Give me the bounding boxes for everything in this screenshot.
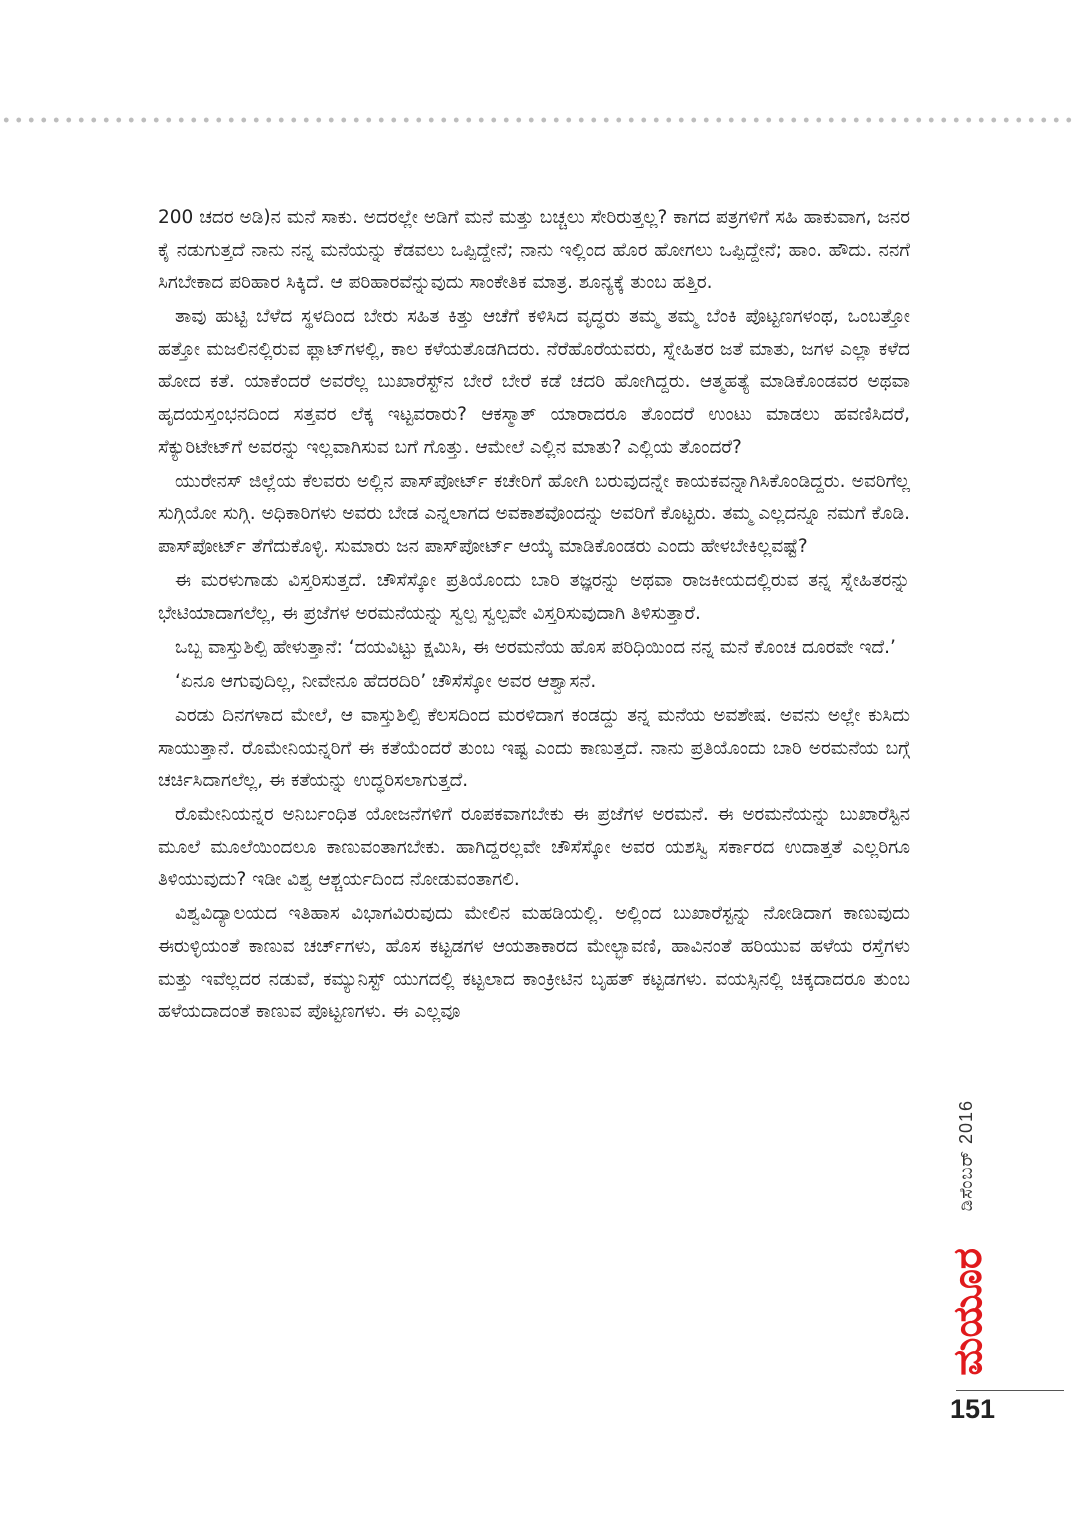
paragraph-5: ಒಬ್ಬ ವಾಸ್ತುಶಿಲ್ಪಿ ಹೇಳುತ್ತಾನೆ: ‘ದಯವಿಟ್ಟು ಕ್ಷಮಿಸಿ, ಈ ಅರಮನೆಯ ಹೊಸ ಪರಿಧಿಯಿಂದ ನನ್ನ ಮನೆ ಕೊಂಚ ದೂರವೇ ಇದೆ.’ [175, 636, 896, 658]
article-body [158, 202, 910, 1030]
paragraph-9: ವಿಶ್ವವಿದ್ಯಾಲಯದ ಇತಿಹಾಸ ವಿಭಾಗವಿರುವುದು ಮೇಲಿನ ಮಹಡಿಯಲ್ಲಿ. ಅಲ್ಲಿಂದ ಬುಖಾರೆಸ್ಟನ್ನು ನೋಡಿದಾಗ ಕಾಣುವುದು ಈರುಳ್ಳಿಯಂತೆ ಕಾಣುವ ಚರ್ಚ್‌ಗಳು, ಹೊಸ ಕಟ್ಟಡಗಳ ಆಯತಾಕಾರದ ಮೇಲ್ಭಾವಣಿ, ಹಾವಿನಂತೆ ಹರಿಯುವ ಹಳೆಯ ರಸ್ತೆಗಳು ಮತ್ತು ಇವೆಲ್ಲದರ ನಡುವೆ, ಕಮ್ಯುನಿಸ್ಟ್ ಯುಗದಲ್ಲಿ ಕಟ್ಟಲಾದ ಕಾಂಕ್ರೀಟಿನ ಬೃಹತ್ ಕಟ್ಟಡಗಳು. ವಯಸ್ಸಿನಲ್ಲಿ ಚಿಕ್ಕದಾದರೂ ತುಂಬ ಹಳೆಯದಾದಂತೆ ಕಾಣುವ ಪೊಟ್ಟಣಗಳು. ಈ ಎಲ್ಲವೂ [158, 903, 910, 1023]
paragraph-3: ಯುರೇನಸ್ ಜಿಲ್ಲೆಯ ಕೆಲವರು ಅಲ್ಲಿನ ಪಾಸ್‌ಪೋರ್ಟ್ ಕಚೇರಿಗೆ ಹೋಗಿ ಬರುವುದನ್ನೇ ಕಾಯಕವನ್ನಾಗಿಸಿಕೊಂಡಿದ್ದರು. ಅವರಿಗೆಲ್ಲ ಸುಗ್ಗಿಯೋ ಸುಗ್ಗಿ. ಅಧಿಕಾರಿಗಳು ಅವರು ಬೇಡ ಎನ್ನಲಾಗದ ಅವಕಾಶವೊಂದನ್ನು ಅವರಿಗೆ ಕೊಟ್ಟರು. ತಮ್ಮ ಎಲ್ಲದನ್ನೂ ನಮಗೆ ಕೊಡಿ. ಪಾಸ್‌ಪೋರ್ಟ್ ತೆಗೆದುಕೊಳ್ಳಿ. ಸುಮಾರು ಜನ ಪಾಸ್‌ಪೋರ್ಟ್ ಆಯ್ಕೆ ಮಾಡಿಕೊಂಡರು ಎಂದು ಹೇಳಬೇಕಿಲ್ಲವಷ್ಟೆ? [158, 470, 910, 557]
paragraph-8: ರೊಮೇನಿಯನ್ನರ ಅನಿರ್ಬಂಧಿತ ಯೋಜನೆಗಳಿಗೆ ರೂಪಕವಾಗಬೇಕು ಈ ಪ್ರಜೆಗಳ ಅರಮನೆ. ಈ ಅರಮನೆಯನ್ನು ಬುಖಾರೆಸ್ಟಿನ ಮೂಲೆ ಮೂಲೆಯಿಂದಲೂ ಕಾಣುವಂತಾಗಬೇಕು. ಹಾಗಿದ್ದರಲ್ಲವೇ ಚೌಸೆಸ್ಕೋ ಅವರ ಯಶಸ್ವಿ ಸರ್ಕಾರದ ಉದಾತ್ತತೆ ಎಲ್ಲರಿಗೂ ತಿಳಿಯುವುದು? ಇಡೀ ವಿಶ್ವ ಆಶ್ಚರ್ಯದಿಂದ ನೋಡುವಂತಾಗಲಿ. [158, 804, 910, 891]
paragraph-4: ಈ ಮರಳುಗಾಡು ವಿಸ್ತರಿಸುತ್ತದೆ. ಚೌಸೆಸ್ಕೋ ಪ್ರತಿಯೊಂದು ಬಾರಿ ತಜ್ಞರನ್ನು ಅಥವಾ ರಾಜಕೀಯದಲ್ಲಿರುವ ತನ್ನ ಸ್ನೇಹಿತರನ್ನು ಭೇಟಿಯಾದಾಗಲೆಲ್ಲ, ಈ ಪ್ರಜೆಗಳ ಅರಮನೆಯನ್ನು ಸ್ವಲ್ಪ ಸ್ವಲ್ಪವೇ ವಿಸ್ತರಿಸುವುದಾಗಿ ತಿಳಿಸುತ್ತಾರೆ. [158, 570, 910, 624]
magazine-logo: ಮಯೂರ [945, 1248, 991, 1376]
issue-date: ಡಿಸೆಂಬರ್ 2016 [956, 1100, 976, 1212]
paragraph-6: ‘ಏನೂ ಆಗುವುದಿಲ್ಲ, ನೀವೇನೂ ಹೆದರದಿರಿ’ ಚೌಸೆಸ್ಕೋ ಅವರ ಆಶ್ವಾಸನೆ. [175, 670, 597, 692]
paragraph-2: ತಾವು ಹುಟ್ಟಿ ಬೆಳೆದ ಸ್ಥಳದಿಂದ ಬೇರು ಸಹಿತ ಕಿತ್ತು ಆಚೆಗೆ ಕಳಿಸಿದ ವೃದ್ಧರು ತಮ್ಮ ತಮ್ಮ ಬೆಂಕಿ ಪೊಟ್ಟಣಗಳಂಥ, ಒಂಬತ್ತೋ ಹತ್ತೋ ಮಜಲಿನಲ್ಲಿರುವ ಫ್ಲಾಟ್‌ಗಳಲ್ಲಿ, ಕಾಲ ಕಳೆಯತೊಡಗಿದರು. ನೆರೆಹೊರೆಯವರು, ಸ್ನೇಹಿತರ ಜತೆ ಮಾತು, ಜಗಳ ಎಲ್ಲಾ ಕಳೆದ ಹೋದ ಕತೆ. ಯಾಕೆಂದರೆ ಅವರೆಲ್ಲ ಬುಖಾರೆಸ್ಟ್‌ನ ಬೇರೆ ಬೇರೆ ಕಡೆ ಚದರಿ ಹೋಗಿದ್ದರು. ಆತ್ಮಹತ್ಯೆ ಮಾಡಿಕೊಂಡವರ ಅಥವಾ ಹೃದಯಸ್ತಂಭನದಿಂದ ಸತ್ತವರ ಲೆಕ್ಕ ಇಟ್ಟವರಾರು? ಆಕಸ್ಮಾತ್ ಯಾರಾದರೂ ತೊಂದರೆ ಉಂಟು ಮಾಡಲು ಹವಣಿಸಿದರೆ, ಸೆಕ್ಯುರಿಟೇಟ್‌ಗೆ ಅವರನ್ನು ಇಲ್ಲವಾಗಿಸುವ ಬಗೆ ಗೊತ್ತು. ಆಮೇಲೆ ಎಲ್ಲಿನ ಮಾತು? ಎಲ್ಲಿಯ ತೊಂದರೆ? [158, 306, 910, 458]
footer-rule [956, 1390, 1064, 1391]
paragraph-7: ಎರಡು ದಿನಗಳಾದ ಮೇಲೆ, ಆ ವಾಸ್ತುಶಿಲ್ಪಿ ಕೆಲಸದಿಂದ ಮರಳಿದಾಗ ಕಂಡದ್ದು ತನ್ನ ಮನೆಯ ಅವಶೇಷ. ಅವನು ಅಲ್ಲೇ ಕುಸಿದು ಸಾಯುತ್ತಾನೆ. ರೊಮೇನಿಯನ್ನರಿಗೆ ಈ ಕತೆಯೆಂದರೆ ತುಂಬ ಇಷ್ಟ ಎಂದು ಕಾಣುತ್ತದೆ. ನಾನು ಪ್ರತಿಯೊಂದು ಬಾರಿ ಅರಮನೆಯ ಬಗ್ಗೆ ಚರ್ಚಿಸಿದಾಗಲೆಲ್ಲ, ಈ ಕತೆಯನ್ನು ಉದ್ಧರಿಸಲಾಗುತ್ತದೆ. [158, 704, 910, 792]
paragraph-1: 200 ಚದರ ಅಡಿ)ನ ಮನೆ ಸಾಕು. ಅದರಲ್ಲೇ ಅಡಿಗೆ ಮನೆ ಮತ್ತು ಬಚ್ಚಲು ಸೇರಿರುತ್ತಲ್ಲ? ಕಾಗದ ಪತ್ರಗಳಿಗೆ ಸಹಿ ಹಾಕುವಾಗ, ಜನರ ಕೈ ನಡುಗುತ್ತದೆ ನಾನು ನನ್ನ ಮನೆಯನ್ನು ಕೆಡವಲು ಒಪ್ಪಿದ್ದೇನೆ; ನಾನು ಇಲ್ಲಿಂದ ಹೊರ ಹೋಗಲು ಒಪ್ಪಿದ್ದೇನೆ; ಹಾಂ. ಹೌದು. ನನಗೆ ಸಿಗಬೇಕಾದ ಪರಿಹಾರ ಸಿಕ್ಕಿದೆ. ಆ ಪರಿಹಾರವೆನ್ನುವುದು ಸಾಂಕೇತಿಕ ಮಾತ್ರ. ಶೂನ್ಯಕ್ಕೆ ತುಂಬ ಹತ್ತಿರ. [158, 207, 910, 294]
page-number: 151 [950, 1394, 996, 1424]
top-dotted-rule [0, 115, 1072, 125]
